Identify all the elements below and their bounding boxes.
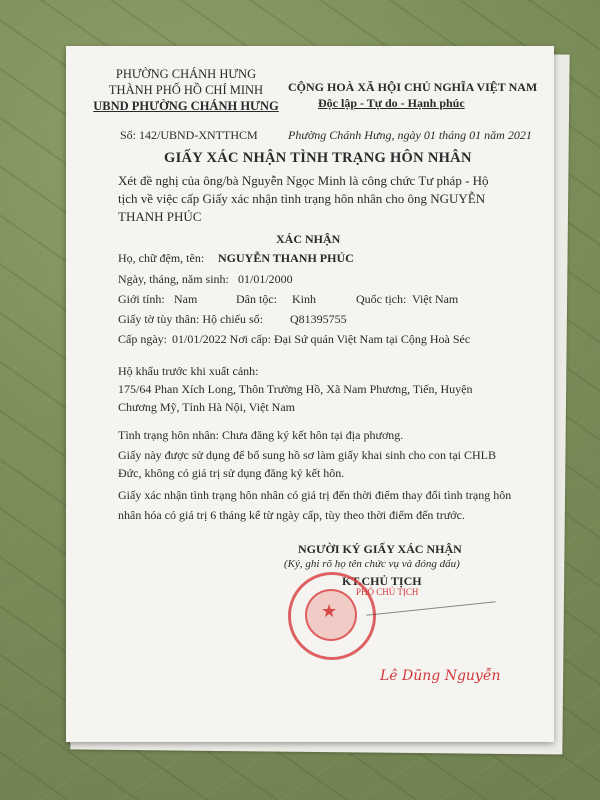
issued-label: Cấp ngày:: [118, 332, 167, 346]
nationality-label: Quốc tịch:: [356, 292, 407, 306]
agency-name: UBND PHƯỜNG CHÁNH HƯNG: [93, 99, 279, 113]
residence-label: Hộ khẩu trước khi xuất cảnh:: [118, 364, 259, 378]
section-heading: XÁC NHẬN: [276, 232, 341, 246]
ethnicity-label: Dân tộc:: [236, 292, 277, 306]
signer-heading: NGƯỜI KÝ GIẤY XÁC NHẬN: [298, 542, 462, 556]
seal-emblem-icon: [305, 589, 357, 641]
agency-line-2: THÀNH PHỐ HỒ CHÍ MINH: [108, 83, 264, 97]
validity-line-1: Giấy xác nhận tình trạng hôn nhân có giá trị đến thời điểm thay đổi tình trạng hôn: [118, 488, 512, 502]
dob-value: 01/01/2000: [238, 272, 293, 286]
id-value: Q81395755: [290, 312, 347, 326]
star-icon: ★: [321, 601, 338, 621]
intro-line-1: Xét đề nghị của ông/bà Nguyễn Ngọc Minh là công chức Tư pháp - Hộ: [118, 173, 489, 188]
official-seal-icon: [288, 572, 376, 660]
nationality-value: Việt Nam: [412, 292, 459, 306]
purpose-line-2: Đức, không có giá trị sử dụng đăng ký kết hôn.: [118, 466, 345, 480]
intro-line-3: THANH PHÚC: [118, 209, 202, 224]
nation-motto: Độc lập - Tự do - Hạnh phúc: [318, 96, 465, 110]
residence-line-1: 175/64 Phan Xích Long, Thôn Trường Hồ, Xã Nam Phương, Tiến, Huyện: [118, 382, 473, 396]
signer-note: (Ký, ghi rõ họ tên chức vụ và đóng dấu): [284, 558, 460, 570]
vice-chair-title: PHÓ CHỦ TỊCH: [356, 587, 419, 597]
residence-line-2: Chương Mỹ, Tỉnh Hà Nội, Việt Nam: [118, 400, 296, 414]
id-label: Giấy tờ tùy thân: Hộ chiếu số:: [118, 312, 263, 326]
purpose-line-1: Giấy này được sử dụng để bổ sung hồ sơ làm giấy khai sinh cho con tại CHLB: [118, 448, 496, 462]
signer-name: Lê Dũng Nguyễn: [380, 668, 501, 684]
nation-heading: CỘNG HOÀ XÃ HỘI CHỦ NGHĨA VIỆT NAM: [288, 80, 538, 94]
agency-line-1: PHƯỜNG CHÁNH HƯNG: [115, 67, 257, 81]
name-label: Họ, chữ đệm, tên:: [118, 251, 205, 265]
signature-stroke: [366, 601, 495, 616]
certificate-page: [66, 46, 554, 742]
ethnicity-value: Kinh: [292, 292, 316, 306]
issued-value: 01/01/2022 Nơi cấp: Đại Sứ quán Việt Nam tại Cộng Hoà Séc: [172, 332, 471, 346]
validity-line-2: nhân hóa có giá trị 6 tháng kể từ ngày cấp, tùy theo thời điểm đến trước.: [118, 508, 465, 522]
document-title: GIẤY XÁC NHẬN TÌNH TRẠNG HÔN NHÂN: [164, 150, 472, 166]
gender-label: Giới tính:: [118, 292, 165, 306]
marital-status: Tình trạng hôn nhân: Chưa đăng ký kết hôn tại địa phương.: [118, 428, 404, 442]
document-number: Số: 142/UBND-XNTTHCM: [120, 128, 258, 142]
dob-label: Ngày, tháng, năm sinh:: [118, 272, 229, 286]
signer-role: KT.CHỦ TỊCH: [342, 574, 422, 588]
place-date: Phường Chánh Hưng, ngày 01 tháng 01 năm 2021: [288, 128, 532, 142]
intro-line-2: tịch về việc cấp Giấy xác nhận tình trạng hôn nhân cho ông NGUYỄN: [118, 191, 486, 206]
name-value: NGUYỄN THANH PHÚC: [218, 251, 354, 265]
gender-value: Nam: [174, 292, 198, 306]
